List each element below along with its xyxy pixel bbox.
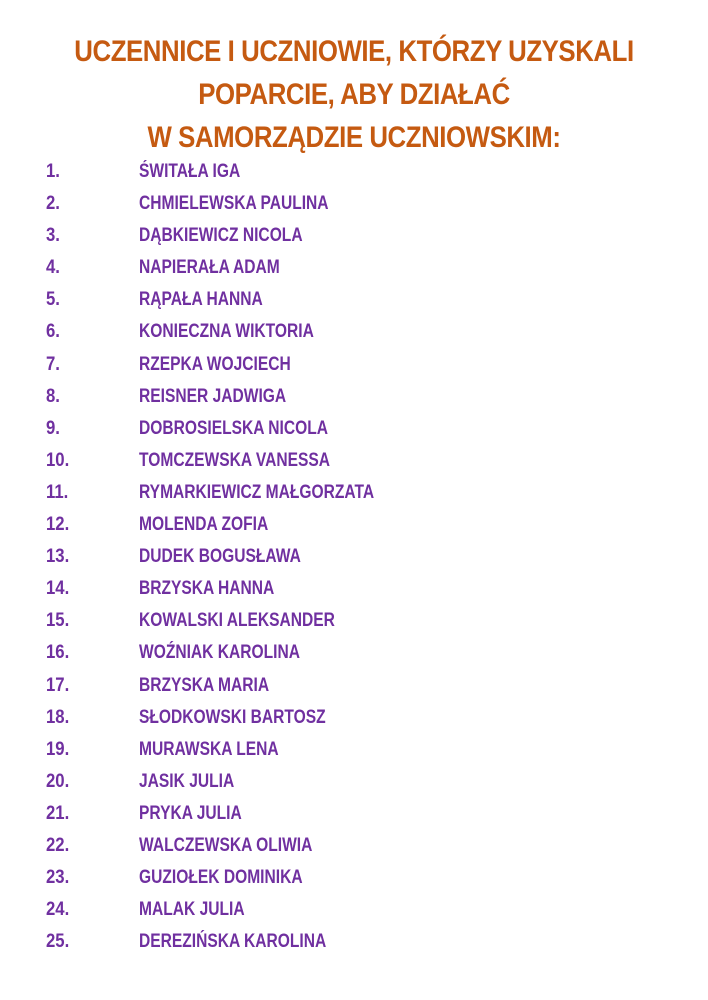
list-item (0, 702, 708, 734)
list-item-name: DOBROSIELSKA NICOLA (139, 417, 328, 439)
list-item-number: 6. (46, 321, 60, 343)
list-item-name: WOŹNIAK KAROLINA (139, 642, 300, 664)
list-item (0, 220, 708, 252)
list-item-number: 20. (46, 770, 70, 792)
list-item (0, 830, 708, 862)
list-item-name: KONIECZNA WIKTORIA (139, 321, 314, 343)
page-title (50, 30, 659, 159)
list-item-number: 9. (46, 417, 60, 439)
student-list (0, 156, 708, 958)
title-line-2: POPARCIE, ABY DZIAŁAĆ (198, 78, 510, 112)
list-item-number: 1. (46, 161, 60, 182)
list-item-name: REISNER JADWIGA (139, 385, 287, 407)
list-item (0, 381, 708, 413)
list-item-name: NAPIERAŁA ADAM (139, 257, 280, 279)
list-item-name: JASIK JULIA (139, 770, 235, 792)
list-item-name: CHMIELEWSKA PAULINA (139, 193, 329, 215)
list-item-number: 19. (46, 738, 70, 760)
list-item (0, 766, 708, 798)
list-item-number: 8. (46, 385, 60, 407)
list-item-number: 22. (46, 834, 70, 856)
list-item-name: RZEPKA WOJCIECH (139, 353, 291, 375)
list-item-number: 13. (46, 546, 70, 568)
list-item-number: 3. (46, 225, 60, 247)
list-item-name: TOMCZEWSKA VANESSA (139, 449, 331, 471)
list-item (0, 156, 708, 188)
list-item-number: 24. (46, 899, 70, 921)
list-item-number: 12. (46, 514, 70, 536)
list-item-name: ŚWITAŁA IGA (139, 161, 241, 182)
list-item (0, 349, 708, 381)
list-item-number: 10. (46, 449, 70, 471)
list-item-number: 5. (46, 289, 60, 311)
list-item-number: 7. (46, 353, 60, 375)
list-item-number: 11. (46, 481, 69, 503)
list-item-number: 16. (46, 642, 70, 664)
list-item (0, 477, 708, 509)
list-item (0, 573, 708, 605)
list-item-name: BRZYSKA HANNA (139, 578, 275, 600)
list-item-name: BRZYSKA MARIA (139, 674, 270, 696)
list-item (0, 798, 708, 830)
list-item (0, 637, 708, 669)
list-item-name: DEREZIŃSKA KAROLINA (139, 931, 327, 953)
list-item (0, 413, 708, 445)
list-item (0, 734, 708, 766)
list-item (0, 188, 708, 220)
list-item-number: 14. (46, 578, 70, 600)
list-item (0, 252, 708, 284)
list-item-number: 15. (46, 610, 70, 632)
list-item (0, 284, 708, 316)
list-item (0, 862, 708, 894)
list-item-name: MALAK JULIA (139, 899, 245, 921)
list-item-name: SŁODKOWSKI BARTOSZ (139, 706, 326, 728)
list-item (0, 445, 708, 477)
list-item-name: GUZIOŁEK DOMINIKA (139, 867, 303, 889)
list-item-number: 4. (46, 257, 60, 279)
list-item (0, 894, 708, 926)
list-item (0, 316, 708, 348)
list-item-name: KOWALSKI ALEKSANDER (139, 610, 335, 632)
list-item (0, 541, 708, 573)
list-item-name: DUDEK BOGUSŁAWA (139, 546, 301, 568)
list-item (0, 509, 708, 541)
title-line-1: UCZENNICE I UCZNIOWIE, KTÓRZY UZYSKALI (74, 35, 634, 69)
list-item-number: 23. (46, 867, 70, 889)
list-item (0, 926, 708, 958)
list-item-number: 17. (46, 674, 70, 696)
list-item-name: WALCZEWSKA OLIWIA (139, 834, 313, 856)
list-item (0, 670, 708, 702)
list-item-name: MURAWSKA LENA (139, 738, 279, 760)
list-item-number: 21. (46, 802, 70, 824)
list-item-number: 2. (46, 193, 60, 215)
list-item-name: MOLENDA ZOFIA (139, 514, 269, 536)
list-item-name: RYMARKIEWICZ MAŁGORZATA (139, 481, 375, 503)
title-line-3: W SAMORZĄDZIE UCZNIOWSKIM: (147, 121, 561, 155)
list-item-name: PRYKA JULIA (139, 802, 242, 824)
list-item-name: RĄPAŁA HANNA (139, 289, 263, 311)
list-item-number: 25. (46, 931, 70, 953)
list-item-number: 18. (46, 706, 70, 728)
list-item (0, 605, 708, 637)
list-item-name: DĄBKIEWICZ NICOLA (139, 225, 303, 247)
